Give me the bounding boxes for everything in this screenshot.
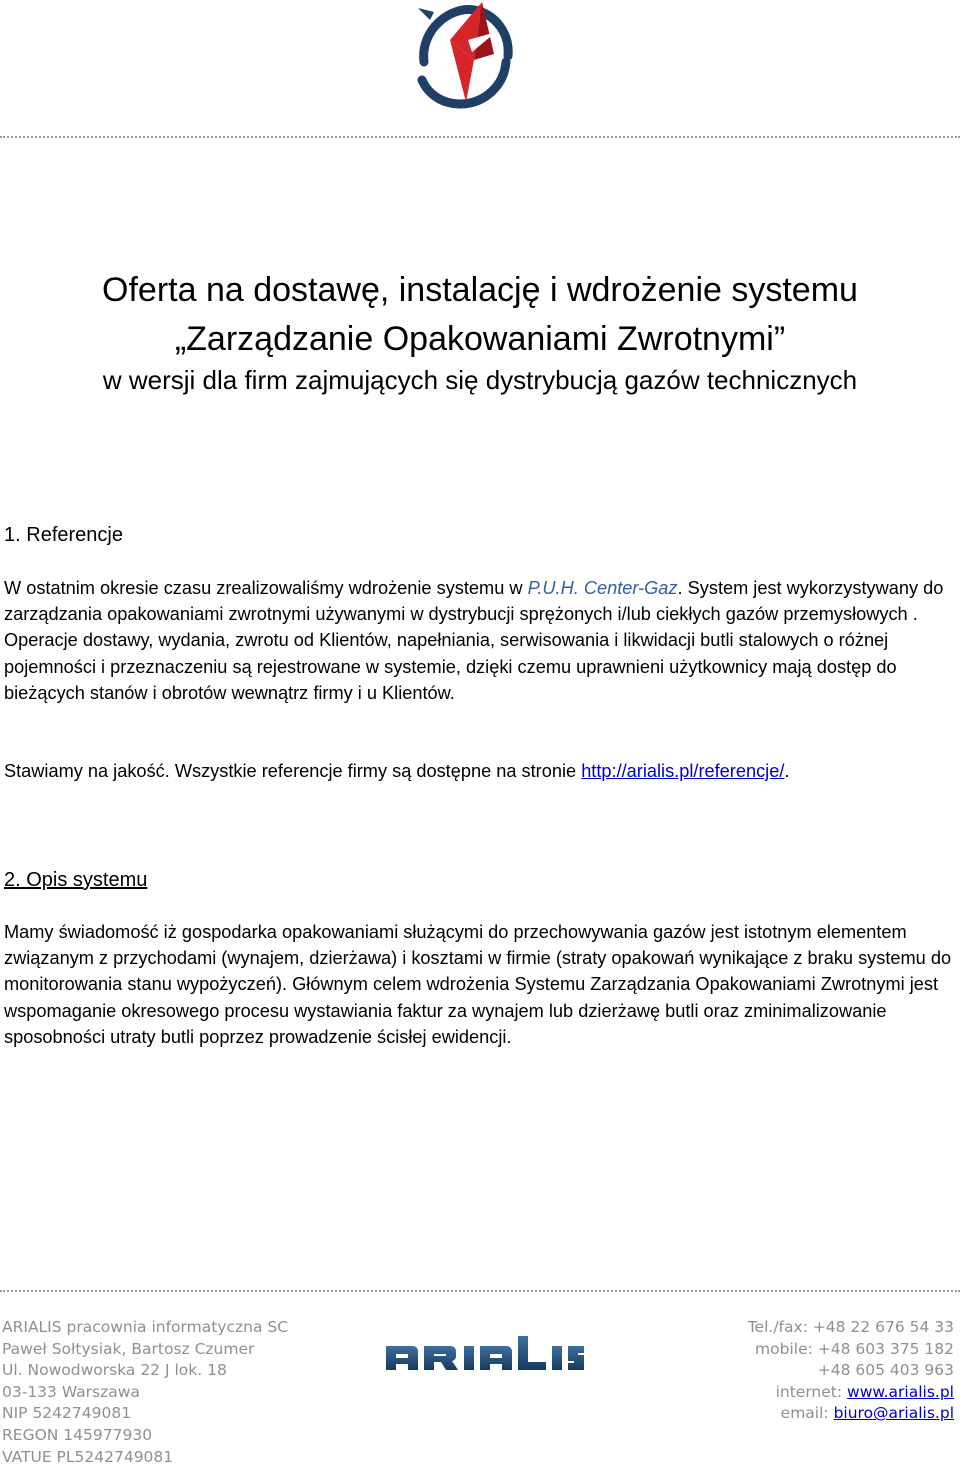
contact-internet xyxy=(748,1382,954,1404)
section-title: Referencje xyxy=(26,524,123,546)
system-description-paragraph: Mamy świadomość iż gospodarka opakowaniami służącymi do przechowywania gazów jest istotnym elementem związanym z przychodami (wynajem, dzierżawa) i kosztami w firmie (straty opakowań wynikające z braku systemu do monitorowania stanu wypożyczeń). Głównym celem wdrożenia Systemu Zarządzania Opakowaniami Zwrotnymi jest wspomaganie okresowego procesu wystawiania faktur za wynajem lub dzierżawę butli oraz zminimalizowanie sposobności utraty butli poprzez prowadzenie ścisłej ewidencji. xyxy=(4,922,952,1047)
company-name: ARIALIS pracownia informatyczna SC xyxy=(2,1318,289,1336)
references-link[interactable]: http://arialis.pl/referencje/ xyxy=(581,761,785,781)
company-nip: NIP 5242749081 xyxy=(2,1404,132,1423)
company-regon: REGON 145977930 xyxy=(2,1425,153,1444)
arialis-brand-logo xyxy=(384,1334,586,1374)
section-heading-references xyxy=(4,522,123,548)
header-separator xyxy=(0,136,960,138)
section-number: 2. xyxy=(4,869,21,891)
paragraph-text: W ostatnim okresie czasu zrealizowaliśmy wdrożenie systemu w xyxy=(4,578,528,598)
company-owners: Paweł Sołtysiak, Bartosz Czumer xyxy=(2,1339,255,1358)
client-name: P.U.H. Center-Gaz xyxy=(527,578,678,598)
section-heading-system-description xyxy=(4,867,147,893)
section-title: Opis systemu xyxy=(26,869,148,891)
footer-separator xyxy=(0,1290,960,1292)
paragraph-text: . System jest wykorzystywany do zarządzania opakowaniami zwrotnymi używanymi w dystrybucji sprężonych i/lub ciekłych gazów przemysłowych . Operacje dostawy, wydania, zwrotu od Klientów, napełniania, serwisowania i likwidacji butli stalowych o różnej pojemności i przeznaczeniu są rejestrowane w systemie, dzięki czemu uprawnieni użytkownicy mają dostęp do bieżących stanów i obrotów wewnątrz firmy i u Klientów. xyxy=(4,578,944,703)
contact-email xyxy=(748,1403,954,1425)
footer-contact-info xyxy=(748,1317,954,1425)
email-link[interactable]: biuro@arialis.pl xyxy=(833,1404,954,1423)
email-label: email: xyxy=(780,1404,834,1423)
paragraph-text: Stawiamy na jakość. Wszystkie referencje firmy są dostępne na stronie xyxy=(4,761,582,781)
company-logo xyxy=(410,0,520,112)
paragraph-text: . xyxy=(784,761,790,781)
arialis-wordmark-icon xyxy=(384,1334,586,1374)
compass-arrow-logo-icon xyxy=(410,0,520,112)
quality-paragraph xyxy=(4,758,956,784)
contact-mobile-2: +48 605 403 963 xyxy=(817,1361,954,1380)
document-title-line2: „Zarządzanie Opakowaniami Zwrotnymi” xyxy=(174,320,786,358)
company-vat: VATUE PL5242749081 xyxy=(2,1447,174,1466)
contact-mobile: mobile: +48 603 375 182 xyxy=(755,1339,954,1358)
document-subtitle: w wersji dla firm zajmujących się dystrybucją gazów technicznych xyxy=(102,365,858,395)
section-number: 1. xyxy=(4,524,21,546)
document-title-line1: Oferta na dostawę, instalację i wdrożenie systemu xyxy=(102,271,858,309)
website-link[interactable]: www.arialis.pl xyxy=(847,1382,954,1401)
footer-company-info xyxy=(2,1317,288,1468)
internet-label: internet: xyxy=(775,1382,848,1401)
company-street: Ul. Nowodworska 22 J lok. 18 xyxy=(2,1361,227,1380)
references-paragraph xyxy=(4,575,956,706)
company-city: 03-133 Warszawa xyxy=(2,1382,140,1401)
contact-phone: Tel./fax: +48 22 676 54 33 xyxy=(747,1318,954,1336)
